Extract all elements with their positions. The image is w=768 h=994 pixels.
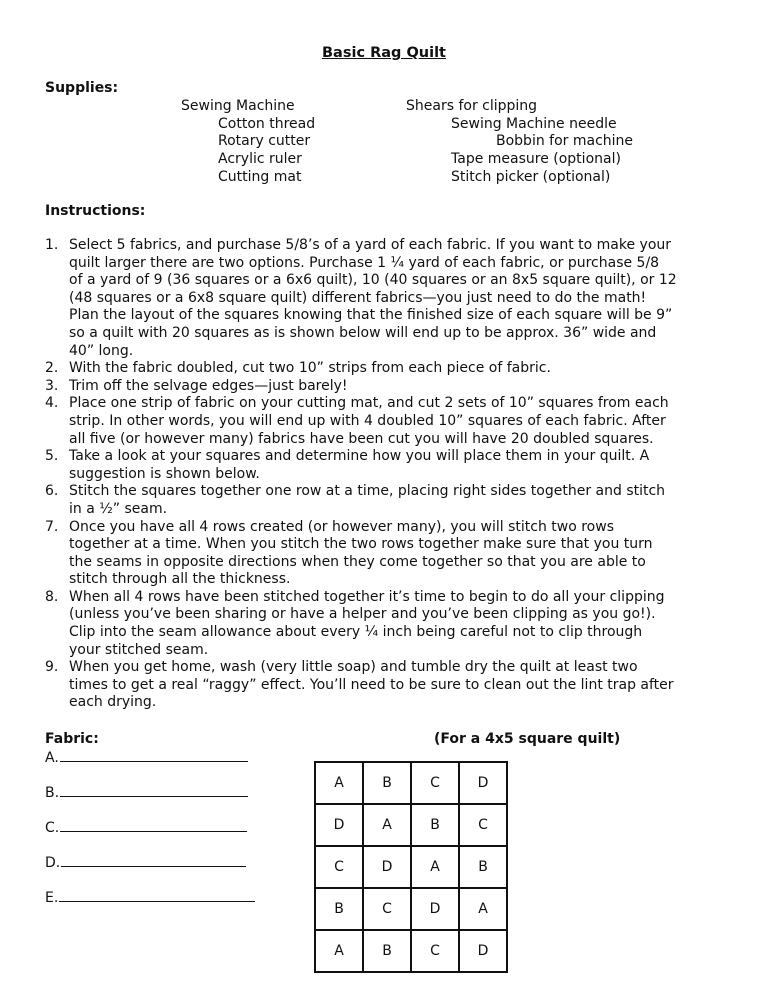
step-text: When all 4 rows have been stitched together it’s time to begin to do all your clipping (unless you’ve been sharing or have a helper and you’ve been clipping as you go!). Clip into the seam allowance about every ¼ inch being careful not to clip through your stitched seam. (69, 588, 665, 658)
fabric-label: B. (45, 785, 60, 801)
step-text: With the fabric doubled, cut two 10” strips from each piece of fabric. (69, 360, 551, 377)
grid-cell: B (363, 930, 411, 972)
grid-row (315, 762, 507, 804)
supply-item: Shears for clipping (406, 98, 538, 114)
step-number: 2. (45, 360, 59, 377)
instruction-step (45, 237, 735, 360)
instruction-step (45, 589, 735, 659)
grid-cell: A (363, 804, 411, 846)
grid-cell: A (411, 846, 459, 888)
instruction-step (45, 378, 735, 396)
fabric-heading: Fabric: (45, 731, 99, 747)
supply-item: Cotton thread (218, 116, 316, 132)
instructions-list (45, 237, 735, 712)
fabric-label: D. (45, 855, 61, 871)
fabric-entry-d (45, 854, 246, 871)
fabric-blank-line[interactable] (60, 784, 248, 797)
fabric-entry-a (45, 749, 248, 766)
grid-cell: D (315, 804, 363, 846)
grid-cell: A (459, 888, 507, 930)
step-number: 8. (45, 588, 59, 605)
grid-cell: A (315, 930, 363, 972)
step-text: Select 5 fabrics, and purchase 5/8’s of a yard of each fabric. If you want to make your quilt larger there are two options. Purchase 1 ¼ yard of each fabric, or purchase 5/8 of a yard of 9 (36 squares or a 6x6 quilt), 10 (40 squares or an 8x5 square quilt), or 12 (48 squares or a 6x8 square quilt) different fabrics—you just need to do the math! Plan the layout of the squares knowing that the finished size of each square will be 9” so a quilt with 20 squares as is shown below will end up to be approx. 36” wide and 40” long. (69, 237, 677, 359)
supply-item: Bobbin for machine (496, 133, 634, 149)
supply-item: Sewing Machine (181, 98, 295, 114)
supply-item: Acrylic ruler (218, 151, 302, 167)
instruction-step (45, 448, 735, 483)
instruction-step (45, 659, 735, 712)
step-number: 7. (45, 518, 59, 535)
grid-row (315, 930, 507, 972)
grid-cell: C (315, 846, 363, 888)
grid-cell: B (411, 804, 459, 846)
step-number: 5. (45, 448, 59, 465)
instructions-heading: Instructions: (45, 203, 146, 219)
fabric-label: E. (45, 890, 59, 906)
instruction-step (45, 483, 735, 518)
grid-cell: D (363, 846, 411, 888)
step-text: Place one strip of fabric on your cutting mat, and cut 2 sets of 10” squares from each strip. In other words, you will end up with 4 doubled 10” squares of each fabric. After all five (or however many) fabrics have been cut you will have 20 doubled squares. (69, 395, 669, 447)
fabric-blank-line[interactable] (61, 854, 246, 867)
fabric-blank-line[interactable] (59, 889, 255, 902)
grid-cell: D (459, 930, 507, 972)
supply-item: Tape measure (optional) (451, 151, 621, 167)
step-number: 9. (45, 659, 59, 676)
instruction-step (45, 360, 735, 378)
fabric-label: C. (45, 820, 60, 836)
grid-cell: C (411, 930, 459, 972)
grid-cell: B (363, 762, 411, 804)
step-text: Stitch the squares together one row at a time, placing right sides together and stitch in a ½” seam. (69, 483, 666, 517)
step-number: 4. (45, 395, 59, 412)
fabric-entry-b (45, 784, 248, 801)
grid-cell: C (363, 888, 411, 930)
step-number: 3. (45, 377, 59, 394)
step-number: 6. (45, 483, 59, 500)
grid-cell: A (315, 762, 363, 804)
grid-row (315, 846, 507, 888)
grid-row (315, 804, 507, 846)
fabric-label: A. (45, 750, 59, 766)
grid-cell: C (459, 804, 507, 846)
grid-cell: B (459, 846, 507, 888)
supply-item: Cutting mat (218, 169, 302, 185)
grid-cell: B (315, 888, 363, 930)
supplies-heading: Supplies: (45, 80, 119, 96)
fabric-blank-line[interactable] (60, 819, 247, 832)
quilt-layout-grid (314, 761, 508, 973)
document-title: Basic Rag Quilt (322, 45, 446, 61)
grid-caption: (For a 4x5 square quilt) (434, 731, 621, 747)
supply-item: Stitch picker (optional) (451, 169, 611, 185)
fabric-entry-c (45, 819, 247, 836)
step-text: Trim off the selvage edges—just barely! (69, 377, 348, 394)
step-text: When you get home, wash (very little soap) and tumble dry the quilt at least two times to get a real “raggy” effect. You’ll need to be sure to clean out the lint trap after each drying. (69, 659, 674, 711)
grid-row (315, 888, 507, 930)
grid-cell: D (459, 762, 507, 804)
grid-cell: C (411, 762, 459, 804)
step-number: 1. (45, 237, 59, 253)
fabric-blank-line[interactable] (60, 749, 248, 762)
instruction-step (45, 519, 735, 589)
fabric-entry-e (45, 889, 255, 906)
supply-item: Rotary cutter (218, 133, 311, 149)
step-text: Once you have all 4 rows created (or however many), you will stitch two rows together at a time. When you stitch the two rows together make sure that you turn the seams in opposite directions when they come together so that you are able to stitch through all the thickness. (69, 518, 653, 588)
grid-cell: D (411, 888, 459, 930)
step-text: Take a look at your squares and determine how you will place them in your quilt. A suggestion is shown below. (69, 448, 650, 482)
supply-item: Sewing Machine needle (451, 116, 617, 132)
instruction-step (45, 395, 735, 448)
